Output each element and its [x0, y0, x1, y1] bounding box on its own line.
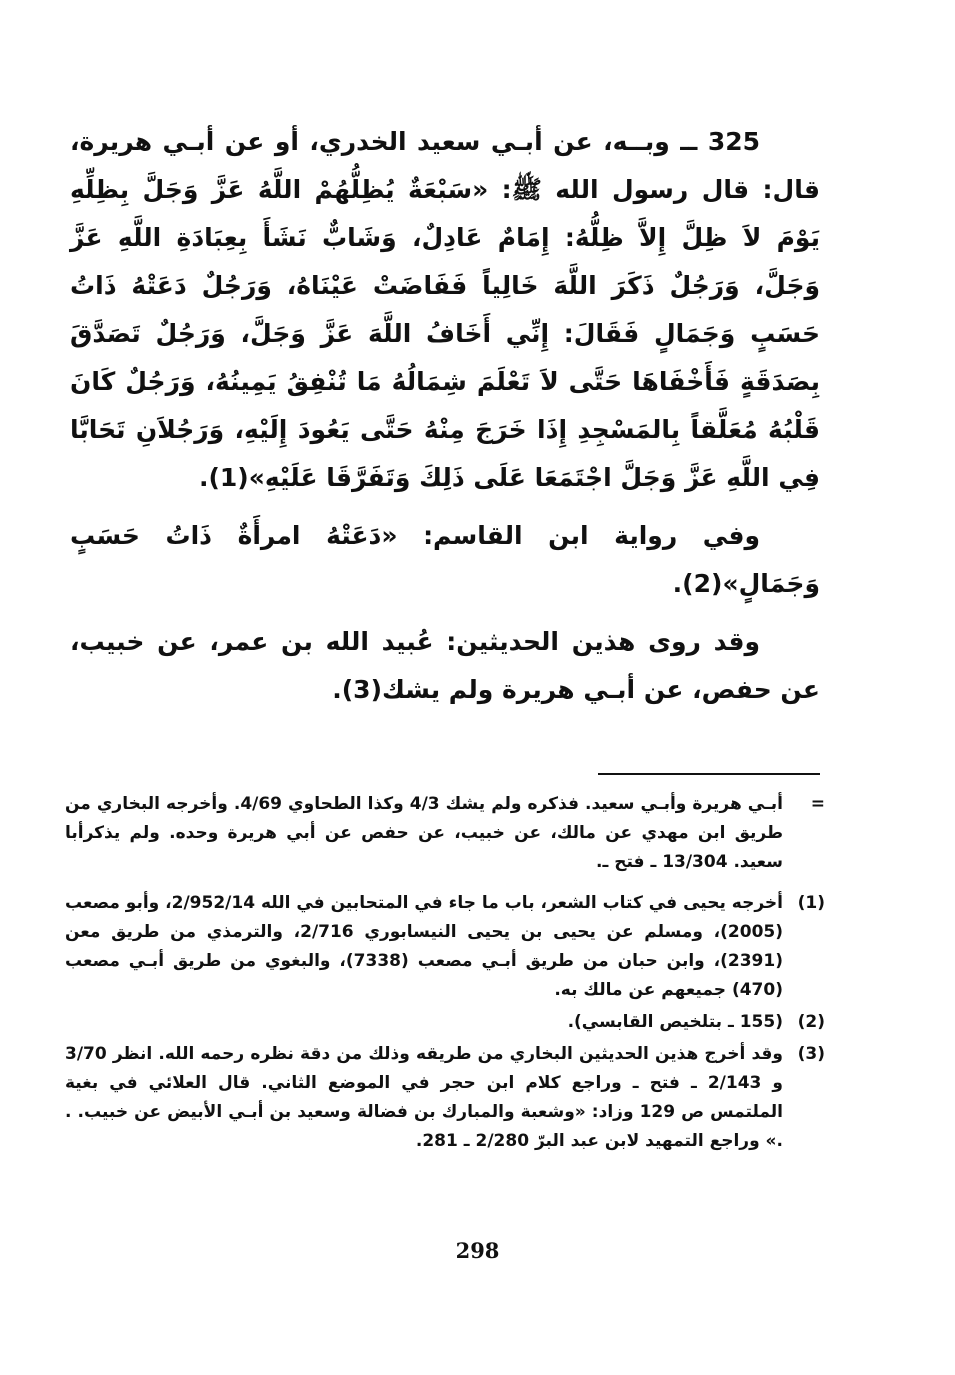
main-text [70, 118, 820, 714]
footnote-1 [65, 889, 825, 1005]
footnote-text: (155 ـ بتلخيص القابسي). [567, 1012, 783, 1032]
footnote-marker: (1) [797, 893, 825, 913]
footnote-marker: (3) [797, 1044, 825, 1064]
footnote-text: أبـي هريرة وأبـي سعيد. فذكره ولم يشك 4/3 وكذا الطحاوي 4/69. وأخرجه البخاري من طريق ابن مهدي عن مالك، عن خبيب، عن حفص عن أبي هريرة وحده. ولم يذكرأبا سعيد. 13/304 ـ فتح ـ. [65, 794, 783, 872]
hadith-paragraph: 325 ــ وبــه، عن أبـي سعيد الخدري، أو عن أبـي هريرة، قال: قال رسول الله ﷺ: «سَبْعَةٌ يُظِلُّهُمْ اللَّهُ عَزَّ وَجَلَّ بِظِلِّهِ يَوْمَ لاَ ظِلَّ إِلاَّ ظِلُّهُ: إِمَامٌ عَادِلٌ، وَشَابٌّ نَشَأَ بِعِبَادَةِ اللَّهِ عَزَّ وَجَلَّ، وَرَجُلٌ ذَكَرَ اللَّهَ خَالِياً فَفَاضَتْ عَيْنَاهُ، وَرَجُلٌ دَعَتْهُ ذَاتُ حَسَبٍ وَجَمَالٍ فَقَالَ: إِنِّي أَخَافُ اللَّهَ عَزَّ وَجَلَّ، وَرَجُلٌ تَصَدَّقَ بِصَدَقَةٍ فَأَخْفَاهَا حَتَّى لاَ تَعْلَمَ شِمَالُهُ مَا تُنْفِقُ يَمِينُهُ، وَرَجُلٌ كَانَ قَلْبُهُ مُعَلَّقاً بِالمَسْجِدِ إِذَا خَرَجَ مِنْهُ حَتَّى يَعُودَ إِلَيْهِ، وَرَجُلاَنِ تَحَابَّا فِي اللَّهِ عَزَّ وَجَلَّ اجْتَمَعَا عَلَى ذَلِكَ وَتَفَرَّقَا عَلَيْهِ»(1). [70, 127, 820, 492]
footnote-divider [598, 773, 820, 775]
footnote-3 [65, 1040, 825, 1156]
footnote-text: أخرجه يحيى في كتاب الشعر، باب ما جاء في المتحابين في الله 2/952/14، وأبو مصعب (2005)، ومسلم عن يحيى بن يحيى النيسابوري 2/716، والترمذي من طريق معن (2391)، وابن حبان من طريق أبـي مصعب (7338)، والبغوي من طريق أبـي مصعب (470) جميعهم عن مالك به. [65, 893, 784, 1000]
narration-paragraph: وفي رواية ابن القاسم: «دَعَتْهُ امرأَةٌ ذَاتُ حَسَبٍ وَجَمَالٍ»(2). [70, 521, 820, 598]
footnote-marker: = [810, 794, 825, 814]
chain-paragraph: وقد روى هذين الحديثين: عُبيد الله بن عمر، عن خبيب، عن حفص، عن أبـي هريرة ولم يشك(3). [70, 627, 820, 704]
footnote-marker: (2) [797, 1012, 825, 1032]
page-number: 298 [455, 1238, 500, 1263]
footnote-text: وقد أخرج هذين الحديثين البخاري من طريقه وذلك من دقة نظره رحمه الله. انظر 3/70 و 2/143 ـ فتح ـ وراجع كلام ابن حجر في الموضع الثاني. قال العلائي في بغية الملتمس ص 129 وزاد: «وشعبة والمبارك بن فضالة وسعيد بن أبـي الأبيض عن خبيب. . .» وراجع التمهيد لابن عبد البرّ 2/280 ـ 281. [65, 1044, 783, 1151]
footnote-2 [65, 1008, 825, 1037]
footnotes [65, 790, 825, 1159]
footnote-continuation [65, 790, 825, 877]
